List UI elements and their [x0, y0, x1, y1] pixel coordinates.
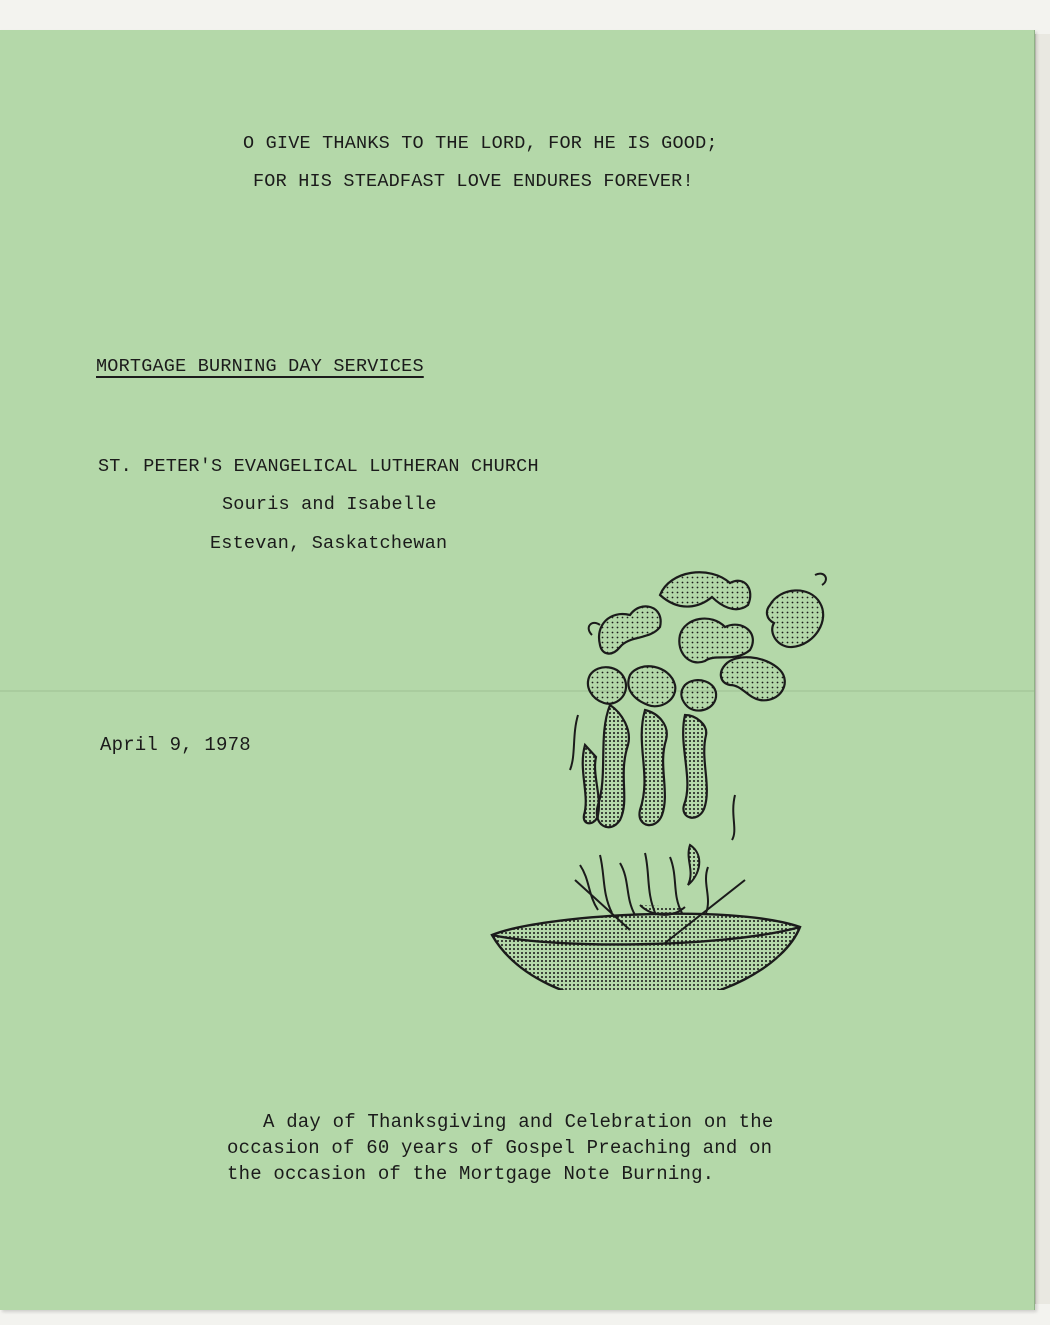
- church-city: Estevan, Saskatchewan: [210, 533, 448, 554]
- service-heading: MORTGAGE BURNING DAY SERVICES: [96, 356, 424, 377]
- verse-line-2: FOR HIS STEADFAST LOVE ENDURES FOREVER!: [253, 171, 694, 192]
- program-cover: [0, 30, 1035, 1310]
- caption-line-3: the occasion of the Mortgage Note Burning.: [227, 1163, 715, 1185]
- church-name: ST. PETER'S EVANGELICAL LUTHERAN CHURCH: [98, 456, 539, 477]
- bowl: [492, 914, 800, 990]
- smoke-cloud: [588, 572, 823, 710]
- caption-line-1: A day of Thanksgiving and Celebration on the: [263, 1111, 774, 1133]
- verse-line-1: O GIVE THANKS TO THE LORD, FOR HE IS GOOD;: [243, 133, 718, 154]
- caption-line-2: occasion of 60 years of Gospel Preaching and on: [227, 1137, 773, 1159]
- back-page-edge: [1035, 34, 1050, 1304]
- burning-bowl-icon: [480, 535, 850, 990]
- rising-flames: [583, 705, 707, 827]
- service-date: April 9, 1978: [100, 734, 251, 756]
- church-address: Souris and Isabelle: [222, 494, 437, 515]
